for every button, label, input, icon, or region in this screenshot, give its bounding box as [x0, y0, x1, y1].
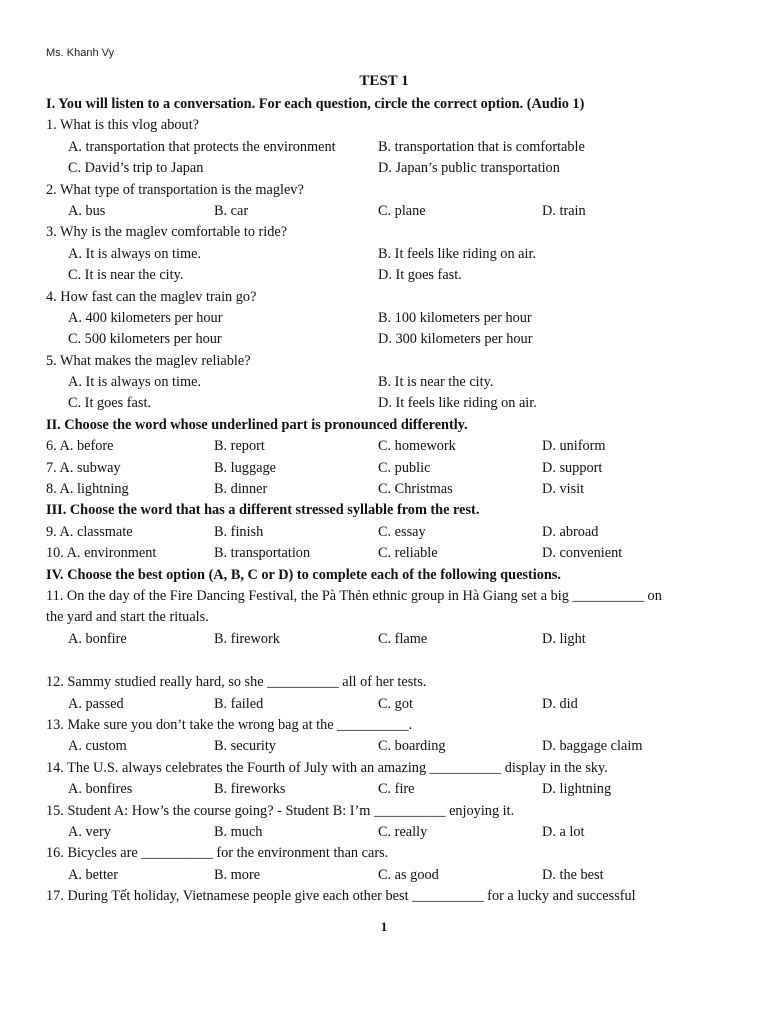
option-row	[46, 372, 706, 393]
answer-option[interactable]: C. Christmas	[378, 481, 453, 498]
answer-option[interactable]: A. custom	[68, 738, 127, 755]
option-row	[46, 865, 706, 886]
answer-option[interactable]: B. luggage	[214, 459, 276, 476]
answer-option[interactable]: B. security	[214, 738, 276, 755]
option-row	[46, 158, 706, 179]
answer-option[interactable]: B. car	[214, 202, 249, 219]
test-title: TEST 1	[359, 73, 409, 89]
answer-option[interactable]: D. the best	[542, 866, 604, 883]
option-row	[46, 694, 706, 715]
answer-option[interactable]: 6. A. before	[46, 438, 114, 455]
answer-option[interactable]: C. essay	[378, 523, 426, 540]
page-number: 1	[380, 919, 388, 934]
answer-option[interactable]: A. bus	[68, 202, 106, 219]
question-text: the yard and start the rituals.	[46, 609, 209, 626]
option-row	[46, 629, 706, 650]
answer-option[interactable]: C. got	[378, 695, 413, 712]
option-row	[46, 244, 706, 265]
answer-option[interactable]: D. baggage claim	[542, 738, 643, 755]
answer-option[interactable]: C. David’s trip to Japan	[68, 160, 204, 177]
question-text: 17. During Tết holiday, Vietnamese people give each other best __________ for a lucky and successful	[46, 888, 636, 905]
question-text: 14. The U.S. always celebrates the Fourth of July with an amazing __________ display in the sky.	[46, 759, 608, 776]
option-row	[46, 393, 706, 414]
answer-option[interactable]: C. flame	[378, 630, 428, 647]
answer-option[interactable]: 7. A. subway	[46, 459, 121, 476]
option-row	[46, 736, 706, 757]
answer-option[interactable]: D. light	[542, 630, 586, 647]
option-row	[46, 479, 706, 500]
question-text: 4. How fast can the maglev train go?	[46, 288, 257, 305]
answer-option[interactable]: A. better	[68, 866, 119, 883]
answer-option[interactable]: A. 400 kilometers per hour	[68, 309, 223, 326]
blank-gap	[46, 650, 706, 672]
answer-option[interactable]: D. Japan’s public transportation	[378, 160, 560, 177]
question-text: 12. Sammy studied really hard, so she __________ all of her tests.	[46, 674, 427, 691]
answer-option[interactable]: C. boarding	[378, 738, 446, 755]
answer-option[interactable]: D. uniform	[542, 438, 606, 455]
answer-option[interactable]: B. finish	[214, 523, 264, 540]
answer-option[interactable]: D. train	[542, 202, 586, 219]
answer-option[interactable]: B. 100 kilometers per hour	[378, 309, 532, 326]
teacher-name: Ms. Khanh Vy	[46, 47, 115, 59]
answer-option[interactable]: B. transportation that is comfortable	[378, 138, 585, 155]
question-text: 13. Make sure you don’t take the wrong bag at the __________.	[46, 716, 413, 733]
section-heading: III. Choose the word that has a different stressed syllable from the rest.	[46, 502, 480, 519]
option-row	[46, 201, 706, 222]
question-text: 15. Student A: How’s the course going? - Student B: I’m __________ enjoying it.	[46, 802, 515, 819]
answer-option[interactable]: B. more	[214, 866, 261, 883]
answer-option[interactable]: C. plane	[378, 202, 426, 219]
answer-option[interactable]: C. 500 kilometers per hour	[68, 331, 222, 348]
question-text: 2. What type of transportation is the maglev?	[46, 181, 304, 198]
answer-option[interactable]: C. fire	[378, 781, 415, 798]
answer-option[interactable]: B. failed	[214, 695, 264, 712]
option-row	[46, 458, 706, 479]
answer-option[interactable]: C. as good	[378, 866, 439, 883]
option-row	[46, 822, 706, 843]
option-row	[46, 543, 706, 564]
answer-option[interactable]: B. report	[214, 438, 265, 455]
answer-option[interactable]: D. 300 kilometers per hour	[378, 331, 533, 348]
answer-option[interactable]: A. passed	[68, 695, 124, 712]
answer-option[interactable]: C. It goes fast.	[68, 395, 151, 412]
answer-option[interactable]: C. homework	[378, 438, 456, 455]
answer-option[interactable]: C. It is near the city.	[68, 267, 184, 284]
answer-option[interactable]: 9. A. classmate	[46, 523, 133, 540]
answer-option[interactable]: B. It feels like riding on air.	[378, 245, 537, 262]
answer-option[interactable]: 10. A. environment	[46, 545, 157, 562]
section-heading: IV. Choose the best option (A, B, C or D) to complete each of the following questions.	[46, 566, 561, 583]
answer-option[interactable]: D. It feels like riding on air.	[378, 395, 537, 412]
answer-option[interactable]: A. bonfires	[68, 781, 133, 798]
answer-option[interactable]: B. fireworks	[214, 781, 286, 798]
question-text: 16. Bicycles are __________ for the environment than cars.	[46, 845, 389, 862]
answer-option[interactable]: B. It is near the city.	[378, 374, 494, 391]
option-row	[46, 436, 706, 457]
answer-option[interactable]: D. lightning	[542, 781, 612, 798]
answer-option[interactable]: D. visit	[542, 481, 585, 498]
question-text: 11. On the day of the Fire Dancing Festival, the Pà Thẻn ethnic group in Hà Giang set a big __________ on	[46, 587, 662, 604]
test-content	[46, 94, 706, 907]
answer-option[interactable]: D. convenient	[542, 545, 623, 562]
option-row	[46, 308, 706, 329]
answer-option[interactable]: D. a lot	[542, 823, 585, 840]
section-heading: II. Choose the word whose underlined part is pronounced differently.	[46, 416, 468, 433]
option-row	[46, 522, 706, 543]
answer-option[interactable]: A. transportation that protects the environment	[68, 138, 336, 155]
section-heading: I. You will listen to a conversation. For each question, circle the correct option. (Audio 1)	[46, 96, 585, 112]
answer-option[interactable]: D. abroad	[542, 523, 599, 540]
answer-option[interactable]: D. It goes fast.	[378, 267, 462, 284]
option-row	[46, 137, 706, 158]
answer-option[interactable]: C. public	[378, 459, 431, 476]
answer-option[interactable]: B. dinner	[214, 481, 268, 498]
answer-option[interactable]: D. did	[542, 695, 578, 712]
answer-option[interactable]: B. firework	[214, 630, 280, 647]
answer-option[interactable]: A. very	[68, 823, 111, 840]
question-text: 5. What makes the maglev reliable?	[46, 352, 251, 369]
answer-option[interactable]: 8. A. lightning	[46, 481, 129, 498]
answer-option[interactable]: A. It is always on time.	[68, 374, 202, 391]
answer-option[interactable]: B. much	[214, 823, 263, 840]
answer-option[interactable]: B. transportation	[214, 545, 311, 562]
option-row	[46, 329, 706, 350]
option-row	[46, 779, 706, 800]
answer-option[interactable]: C. reliable	[378, 545, 438, 562]
answer-option[interactable]: D. support	[542, 459, 603, 476]
question-text: 1. What is this vlog about?	[46, 117, 200, 134]
question-text: 3. Why is the maglev comfortable to ride?	[46, 224, 288, 241]
answer-option[interactable]: A. It is always on time.	[68, 245, 202, 262]
option-row	[46, 265, 706, 286]
answer-option[interactable]: C. really	[378, 823, 428, 840]
answer-option[interactable]: A. bonfire	[68, 630, 127, 647]
